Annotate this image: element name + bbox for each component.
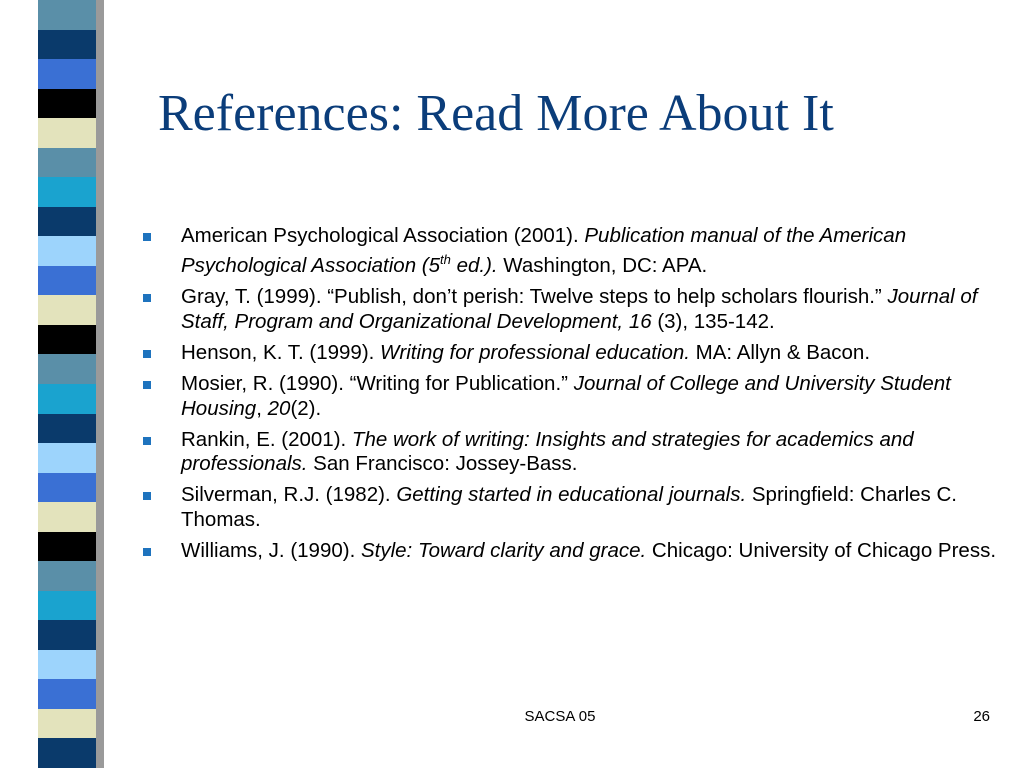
stripe-block — [38, 502, 96, 532]
reference-text: Rankin, E. (2001). — [181, 427, 352, 451]
stripe-block — [38, 414, 96, 444]
stripe-block — [38, 591, 96, 621]
reference-text: Henson, K. T. (1999). — [181, 341, 381, 365]
reference-text: Washington, DC: APA. — [497, 254, 708, 278]
reference-text: Getting started in educational journals. — [396, 483, 747, 507]
stripe-block — [38, 354, 96, 384]
reference-text: San Francisco: Jossey-Bass. — [307, 452, 578, 476]
reference-item — [140, 372, 1000, 421]
reference-text: (2). — [290, 396, 322, 420]
decorative-stripe — [0, 0, 118, 768]
reference-item — [140, 341, 1000, 365]
reference-text: The work of writing: Insights and strategies for academics and professionals. — [181, 427, 914, 476]
square-bullet-icon — [143, 492, 151, 500]
reference-item — [140, 428, 1000, 477]
stripe-block — [38, 443, 96, 473]
stripe-block — [38, 118, 96, 148]
page-number: 26 — [973, 708, 990, 725]
reference-text: Journal of College and University Student Housing — [181, 372, 951, 420]
reference-text: Publication manual of the American Psychological Association (5 — [181, 224, 907, 278]
reference-text: Writing for professional education. — [380, 341, 690, 365]
stripe-block — [38, 0, 96, 30]
reference-text: Gray, T. (1999). “Publish, don’t perish: Twelve steps to help scholars flourish.” — [181, 285, 888, 309]
stripe-block — [38, 59, 96, 89]
stripe-block — [38, 473, 96, 503]
stripe-block — [38, 295, 96, 325]
square-bullet-icon — [143, 350, 151, 358]
reference-list — [140, 224, 1000, 570]
reference-text: MA: Allyn & Bacon. — [689, 341, 871, 365]
square-bullet-icon — [143, 548, 151, 556]
reference-text: Mosier, R. (1990). “Writing for Publication.” — [181, 372, 574, 396]
stripe-block — [38, 650, 96, 680]
reference-text: ed.). — [450, 254, 498, 278]
square-bullet-icon — [143, 381, 151, 389]
stripe-block — [38, 620, 96, 650]
stripe-block — [38, 89, 96, 119]
stripe-block — [38, 532, 96, 562]
stripe-shadow — [96, 0, 104, 768]
slide-title: References: Read More About It — [158, 85, 834, 142]
reference-item — [140, 285, 1000, 334]
stripe-block — [38, 709, 96, 739]
stripe-block — [38, 561, 96, 591]
footer-text: SACSA 05 — [524, 708, 596, 725]
stripe-block — [38, 236, 96, 266]
stripe-block — [38, 325, 96, 355]
square-bullet-icon — [143, 233, 151, 241]
reference-text: 20 — [267, 396, 291, 420]
stripe-block — [38, 30, 96, 60]
square-bullet-icon — [143, 294, 151, 302]
reference-text: American Psychological Association (2001). — [181, 224, 585, 247]
reference-item — [140, 539, 1000, 563]
reference-item — [140, 483, 1000, 532]
stripe-block — [38, 384, 96, 414]
reference-text: th — [440, 252, 451, 268]
reference-text: , — [256, 396, 268, 420]
square-bullet-icon — [143, 437, 151, 445]
reference-text: Springfield: Charles C. Thomas. — [181, 483, 957, 531]
reference-item — [140, 224, 1000, 279]
stripe-block — [38, 177, 96, 207]
stripe-block — [38, 207, 96, 237]
reference-text: (3), 135-142. — [651, 309, 775, 333]
reference-text: Journal of Staff, Program and Organizational Development, 16 — [181, 285, 978, 333]
reference-text: Silverman, R.J. (1982). — [181, 483, 397, 507]
stripe-block — [38, 679, 96, 709]
reference-text: Chicago: University of Chicago Press. — [646, 539, 997, 563]
stripe-block — [38, 738, 96, 768]
reference-text: Style: Toward clarity and grace. — [360, 539, 647, 563]
stripe-block — [38, 266, 96, 296]
stripe-block — [38, 148, 96, 178]
reference-text: Williams, J. (1990). — [181, 539, 361, 563]
